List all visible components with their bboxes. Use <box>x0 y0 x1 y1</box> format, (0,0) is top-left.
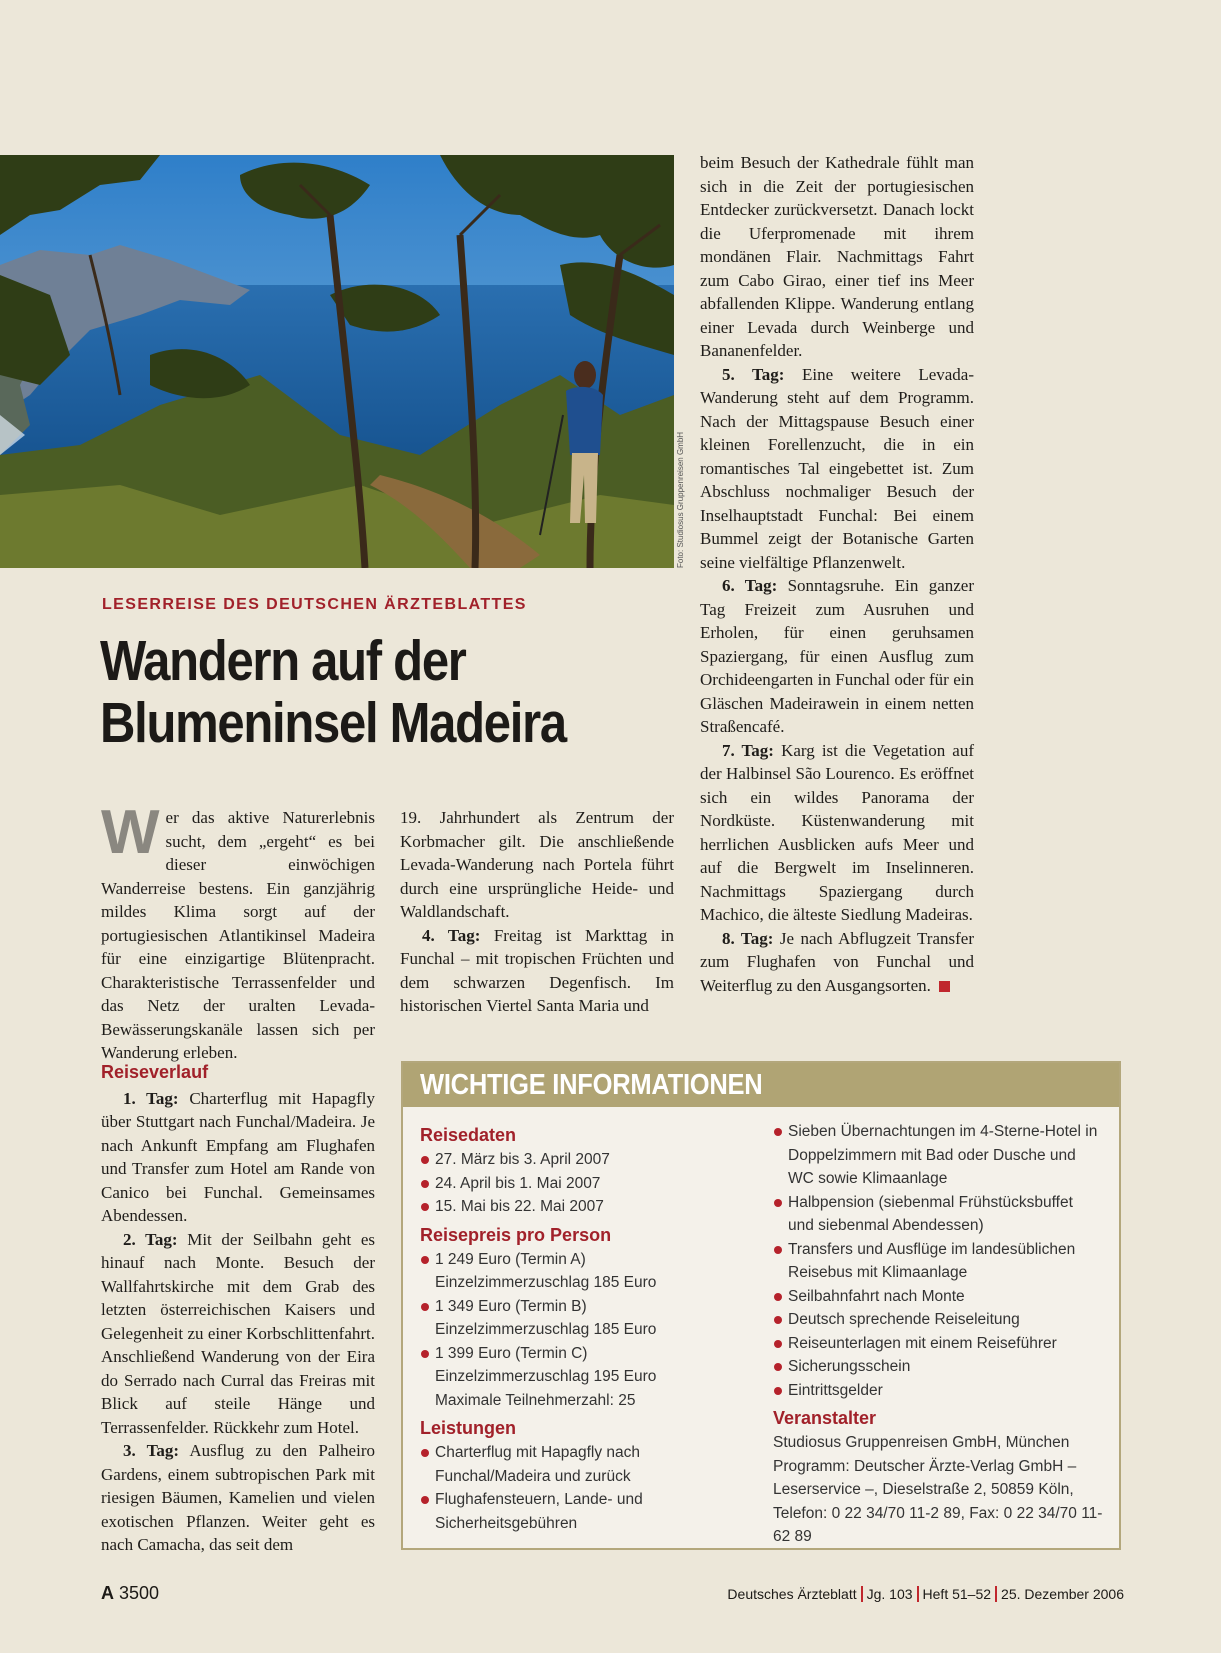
day-3-paragraph <box>101 1439 375 1557</box>
day-6-label: 6. Tag: <box>722 576 778 595</box>
reisedaten-heading: Reisedaten <box>420 1125 517 1145</box>
veranstalter-heading: Veranstalter <box>773 1408 877 1428</box>
day-1-text: Charterflug mit Hapagfly über Stuttgart nach Funchal/Madeira. Je nach Ankunft Empfang am Flughafen und Transfer zum Hotel am Rande von Canico bei Funchal. Gemeinsames Abendessen. <box>101 1088 376 1225</box>
reisepreis-heading: Reisepreis pro Person <box>420 1224 612 1245</box>
intro-text: er das aktive Naturerlebnis sucht, dem „ergeht“ es bei dieser einwöchigen Wanderreise bestens. Ein ganzjährig mildes Klima sorgt auf der portugiesischen Atlantikinsel Madeira für eine einzigartige Blütenpracht. Charakteristische Terrassenfelder und das Netz der uralten Levada-Bewässerungskanäle lassen sich per Wanderung erleben. <box>101 808 375 1062</box>
leistungen-list-right <box>773 1120 1103 1402</box>
reiseverlauf-heading: Reiseverlauf <box>101 1062 209 1082</box>
price-value: 1 249 Euro (Termin A) <box>435 1250 586 1268</box>
list-item: Eintrittsgelder <box>773 1379 1103 1403</box>
info-box-header <box>403 1063 1119 1107</box>
journal-name: Deutsches Ärzteblatt <box>727 1586 857 1602</box>
journal-issue: Heft 51–52 <box>922 1586 992 1602</box>
day-1-label: 1. Tag: <box>123 1088 179 1108</box>
day-5-paragraph <box>700 363 974 575</box>
day-7-text: Karg ist die Vegetation auf der Halbinsel São Lourenco. Es eröffnet sich ein wildes Panorama der Nordküste. Küstenwanderung mit herrlichen Ausblicken aufs Meer und auf die Bergwelt im Inselinneren. Nachmittags Spaziergang durch Machico, die älteste Siedlung Madeiras. <box>700 740 975 924</box>
column-3-continuation: beim Besuch der Kathedrale fühlt man sich in die Zeit der portugiesischen Entdecker zurückversetzt. Danach lockt die Uferpromenade mit ihrem mondänen Flair. Nachmittags Fahrt zum Cabo Girao, einer tief ins Meer abfallenden Klippe. Wanderung entlang einer Levada durch Weinberge und Bananenfelder. <box>700 153 974 360</box>
leistungen-heading: Leistungen <box>420 1418 517 1438</box>
list-item: Transfers und Ausflüge im landesüblichen Reisebus mit Klimaanlage <box>773 1238 1103 1285</box>
info-box-title: WICHTIGE INFORMATIONEN <box>420 1069 763 1101</box>
day-2-text: Mit der Seilbahn geht es hinauf nach Monte. Besuch der Wallfahrtskirche mit dem Grab des letzten österreichischen Kaisers und Gelegenheit zu einer Korbschlittenfahrt. Anschließend Wanderung von der Eira do Serrado nach Curral das Freiras mit Blick auf steile Hänge und Terrassenfelder. Rückkehr zum Hotel. <box>101 1229 375 1437</box>
list-item: Reiseunterlagen mit einem Reiseführer <box>773 1332 1103 1356</box>
journal-info <box>727 1586 1124 1602</box>
list-item: Flughafensteuern, Lande- und Sicherheitsgebühren <box>420 1488 750 1535</box>
separator <box>861 1586 863 1602</box>
list-item: Seilbahnfahrt nach Monte <box>773 1285 1103 1309</box>
separator <box>995 1586 997 1602</box>
headline-line-2: Blumeninsel Madeira <box>100 691 566 755</box>
day-8-text: Je nach Abflugzeit Transfer zum Flughafen von Funchal und Weiterflug zu den Ausgangsorten. <box>700 928 974 995</box>
article-column-2 <box>400 806 674 1018</box>
reisepreis-list <box>420 1248 750 1389</box>
price-value: 1 399 Euro (Termin C) <box>435 1344 588 1362</box>
journal-volume: Jg. 103 <box>866 1586 913 1602</box>
day-1-paragraph <box>101 1087 375 1228</box>
day-2-paragraph <box>101 1228 375 1440</box>
day-4-label: 4. Tag: <box>422 925 481 945</box>
supplement-value: Einzelzimmerzuschlag 185 Euro <box>435 1321 657 1338</box>
list-item: Sieben Übernachtungen im 4-Sterne-Hotel in Doppelzimmern mit Bad oder Dusche und WC sowie Klimaanlage <box>773 1120 1103 1191</box>
veranstalter-text: Studiosus Gruppenreisen GmbH, München Programm: Deutscher Ärzte-Verlag GmbH – Leserservice –, Dieselstraße 2, 50859 Köln, Telefon: 0 22 34/70 11-2 89, Fax: 0 22 34/70 11-62 89 <box>773 1434 1103 1545</box>
day-8-label: 8. Tag: <box>722 928 774 948</box>
day-6-text: Sonntagsruhe. Ein ganzer Tag Freizeit zum Ausruhen und Erholen, für einen geruhsamen Spaziergang, für einen Ausflug zum Orchideengarten in Funchal oder für ein Gläschen Madeirawein in einem netten Straßencafé. <box>700 576 974 736</box>
list-item <box>420 1295 750 1342</box>
end-of-article-mark <box>939 981 950 992</box>
drop-cap: W <box>101 798 160 867</box>
page-number-value: 3500 <box>119 1583 160 1603</box>
price-value: 1 349 Euro (Termin B) <box>435 1297 587 1315</box>
list-item: Sicherungsschein <box>773 1355 1103 1379</box>
day-5-label: 5. Tag: <box>722 364 785 384</box>
headline-line-1: Wandern auf der <box>100 629 466 693</box>
page-number <box>101 1583 159 1604</box>
article-intro <box>101 798 375 1065</box>
info-column-right <box>773 1120 1103 1549</box>
day-6-paragraph <box>700 574 974 739</box>
photo-credit: Foto: Studiosus Gruppenreisen GmbH <box>676 431 685 568</box>
day-3-text: Ausflug zu den Palheiro Gardens, einem subtropischen Park mit riesigen Bäumen, Kamelien und vielen exotischen Pflanzen. Weiter geht es nach Camacha, das seit dem <box>101 1441 375 1554</box>
landscape-illustration <box>0 155 674 568</box>
day-5-text: Eine weitere Levada-Wanderung steht auf dem Programm. Nach der Mittagspause Besuch einer kleinen Forellenzucht, die in ein romantisches Tal eingebettet ist. Zum Abschluss nochmaliger Besuch der Inselhauptstadt Funchal: Bei einem Bummel zeigt der Botanische Garten seine vielfältige Pflanzenwelt. <box>700 364 974 572</box>
separator <box>917 1586 919 1602</box>
supplement-value: Einzelzimmerzuschlag 195 Euro <box>435 1368 657 1385</box>
day-4-paragraph <box>400 924 674 1018</box>
info-column-left <box>420 1119 750 1535</box>
list-item: 24. April bis 1. Mai 2007 <box>420 1172 750 1196</box>
info-box <box>401 1061 1121 1550</box>
day-2-label: 2. Tag: <box>123 1229 178 1249</box>
list-item: Charterflug mit Hapagfly nach Funchal/Madeira und zurück <box>420 1441 750 1488</box>
article-headline <box>100 630 582 754</box>
article-column-3 <box>700 151 974 997</box>
day-7-label: 7. Tag: <box>722 740 774 760</box>
leistungen-list-left <box>420 1441 750 1535</box>
article-kicker: LESERREISE DES DEUTSCHEN ÄRZTEBLATTES <box>102 596 527 613</box>
day-4-text: Freitag ist Markttag in Funchal – mit tropischen Früchten und dem schwarzen Degenfisch. Im historischen Viertel Santa Maria und <box>400 925 674 1015</box>
journal-date: 25. Dezember 2006 <box>1001 1586 1124 1602</box>
supplement-value: Einzelzimmerzuschlag 185 Euro <box>435 1274 657 1291</box>
list-item <box>420 1342 750 1389</box>
list-item <box>420 1248 750 1295</box>
list-item: 15. Mai bis 22. Mai 2007 <box>420 1195 750 1219</box>
day-3-label: 3. Tag: <box>123 1441 180 1460</box>
reisedaten-list <box>420 1148 750 1219</box>
day-8-paragraph <box>700 927 974 998</box>
list-item: Halbpension (siebenmal Frühstücksbuffet und siebenmal Abendessen) <box>773 1191 1103 1238</box>
page-prefix: A <box>101 1583 114 1603</box>
madeira-coast-photo <box>0 155 674 568</box>
max-participants: Maximale Teilnehmerzahl: 25 <box>435 1391 636 1409</box>
column-2-continuation: 19. Jahrhundert als Zentrum der Korbmacher gilt. Die anschließende Levada-Wanderung nach Portela führt durch eine ursprüngliche Heide- und Waldlandschaft. <box>400 808 674 921</box>
list-item: 27. März bis 3. April 2007 <box>420 1148 750 1172</box>
day-7-paragraph <box>700 739 974 927</box>
list-item: Deutsch sprechende Reiseleitung <box>773 1308 1103 1332</box>
itinerary-column-1 <box>101 1061 375 1557</box>
